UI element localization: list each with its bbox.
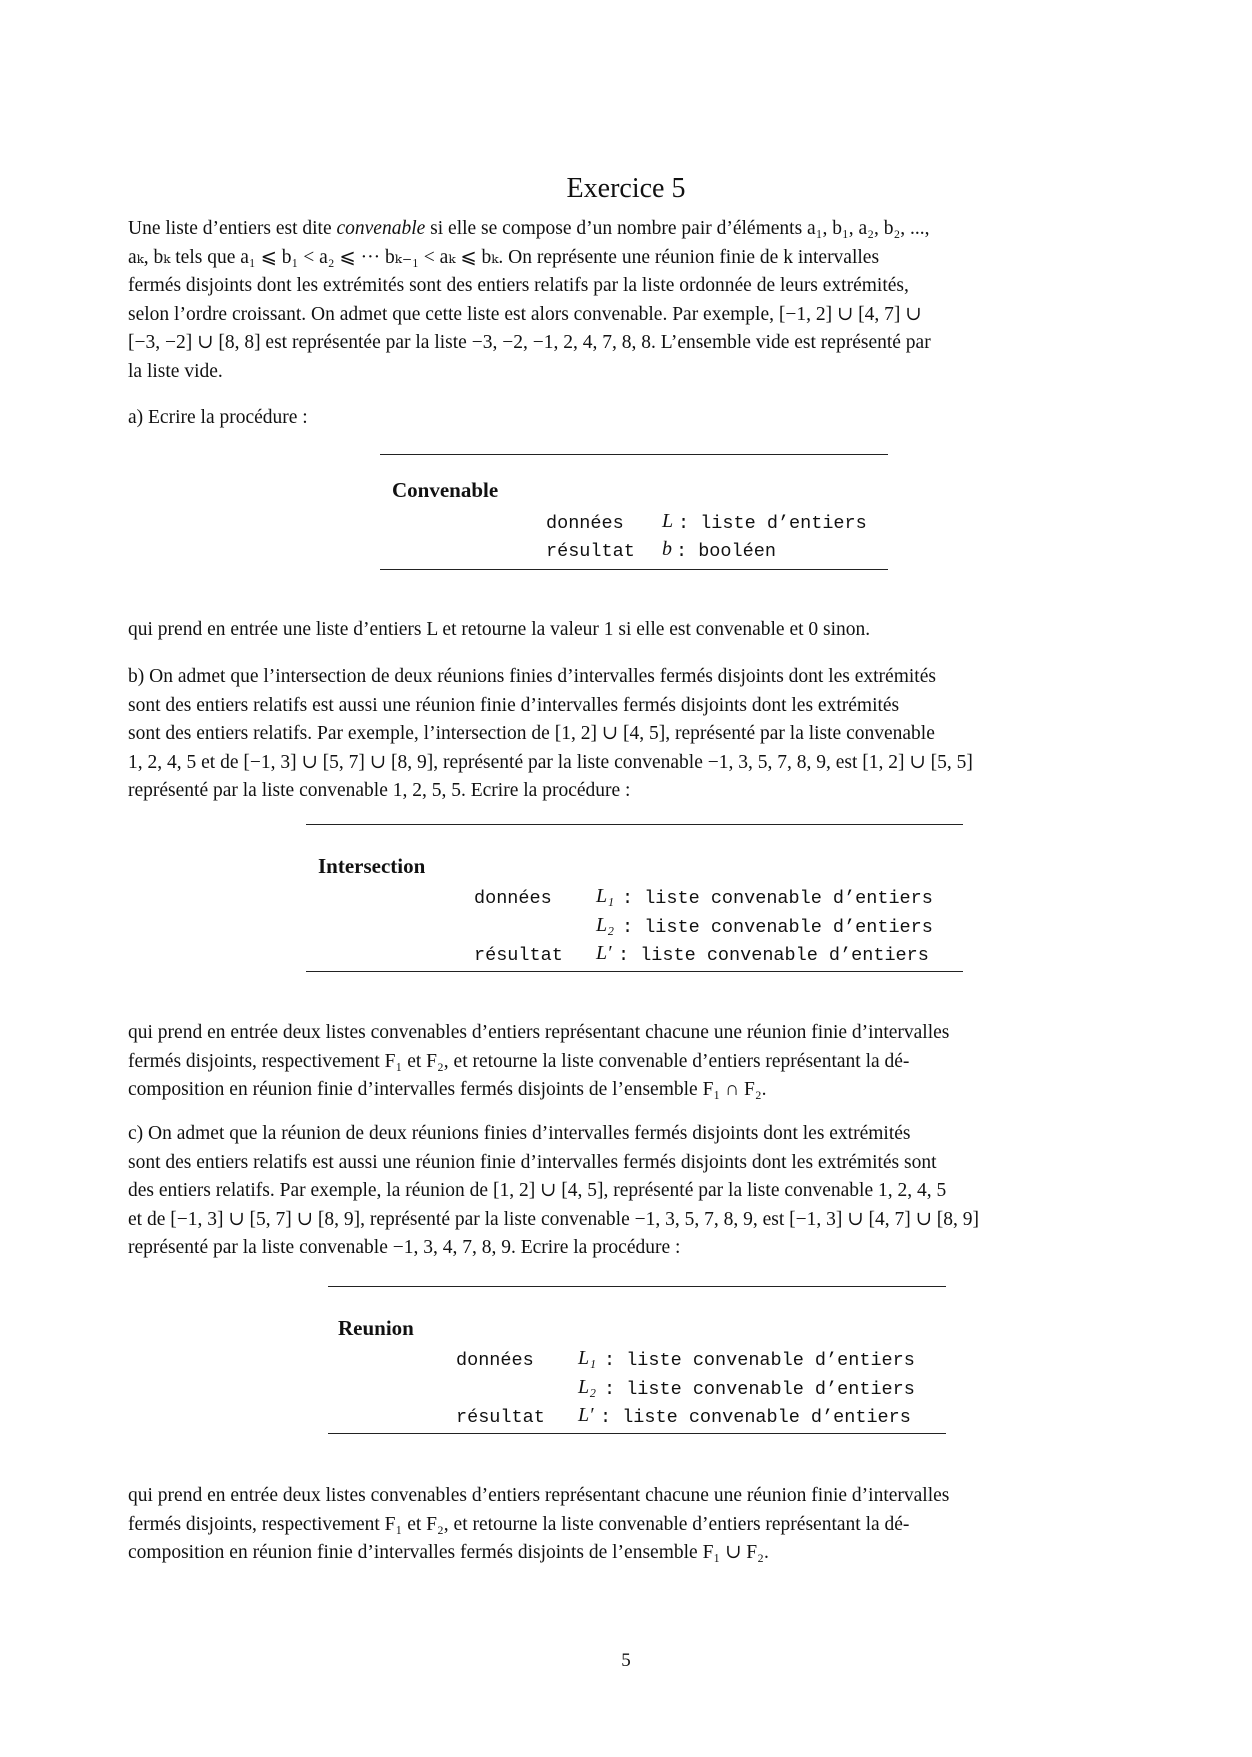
output-type: : liste convenable d’entiers bbox=[618, 945, 929, 966]
part-b-line: b) On admet que l’intersection de deux réunions finies d’intervalles fermés disjoints dont les extrémités bbox=[128, 666, 936, 687]
resultat-label: résultat bbox=[456, 1407, 545, 1428]
intro-line: selon l’ordre croissant. On admet que cette liste est alors convenable. Par exemple, [−1, 2] ∪ [4, 7] ∪ bbox=[128, 303, 922, 325]
output-var: L′ bbox=[578, 1404, 594, 1426]
part-b-after-line: fermés disjoints, respectivement F₁ et F₂, et retourne la liste convenable d’entiers représentant la dé- bbox=[128, 1050, 910, 1072]
part-b-after-line: composition en réunion finie d’intervalles fermés disjoints de l’ensemble F₁ ∩ F₂. bbox=[128, 1079, 767, 1101]
intro-line: [−3, −2] ∪ [8, 8] est représentée par la liste −3, −2, −1, 2, 4, 7, 8, 8. L’ensemble vide est représenté par bbox=[128, 332, 931, 354]
part-c-paragraph bbox=[128, 1120, 1128, 1263]
part-b-line: représenté par la liste convenable 1, 2, 5, 5. Ecrire la procédure : bbox=[128, 780, 631, 802]
input2-type: : liste convenable d’entiers bbox=[622, 917, 933, 938]
part-c-line: représenté par la liste convenable −1, 3, 4, 7, 8, 9. Ecrire la procédure : bbox=[128, 1237, 681, 1259]
output-type: : liste convenable d’entiers bbox=[600, 1407, 911, 1428]
input2-var: L₂ bbox=[596, 914, 615, 936]
output-type: : booléen bbox=[676, 541, 776, 562]
part-c-after-line: qui prend en entrée deux listes convenables d’entiers représentant chacune une réunion finie d’intervalles bbox=[128, 1485, 950, 1506]
resultat-label: résultat bbox=[474, 945, 563, 966]
part-c-description bbox=[128, 1482, 1128, 1568]
input1-type: : liste convenable d’entiers bbox=[622, 888, 933, 909]
top-rule bbox=[306, 824, 963, 825]
part-c-line: des entiers relatifs. Par exemple, la réunion de [1, 2] ∪ [4, 5], représenté par la liste convenable 1, 2, 4, 5 bbox=[128, 1180, 947, 1202]
intro-text: Une liste d’entiers est dite bbox=[128, 218, 337, 239]
procedure-convenable bbox=[380, 450, 890, 575]
procedure-name: Reunion bbox=[338, 1316, 414, 1340]
input2-type: : liste convenable d’entiers bbox=[604, 1379, 915, 1400]
intro-line: aₖ, bₖ tels que a₁ ⩽ b₁ < a₂ ⩽ ··· bₖ₋₁ < aₖ ⩽ bₖ. On représente une réunion finie de k intervalles bbox=[128, 246, 880, 268]
input1-var: L₁ bbox=[578, 1347, 597, 1369]
part-c-after-line: fermés disjoints, respectivement F₁ et F₂, et retourne la liste convenable d’entiers représentant la dé- bbox=[128, 1513, 910, 1535]
bottom-rule bbox=[306, 971, 963, 972]
top-rule bbox=[380, 454, 888, 455]
procedure-name: Convenable bbox=[392, 478, 499, 502]
part-c-line: c) On admet que la réunion de deux réunions finies d’intervalles fermés disjoints dont les extrémités bbox=[128, 1123, 911, 1144]
procedure-reunion bbox=[328, 1282, 948, 1442]
procedure-intersection bbox=[306, 820, 966, 980]
bottom-rule bbox=[380, 569, 888, 570]
resultat-label: résultat bbox=[546, 541, 635, 562]
part-b-line: sont des entiers relatifs. Par exemple, l’intersection de [1, 2] ∪ [4, 5], représenté par la liste convenable bbox=[128, 723, 935, 745]
part-c-after-line: composition en réunion finie d’intervalles fermés disjoints de l’ensemble F₁ ∪ F₂. bbox=[128, 1542, 769, 1564]
intro-line: la liste vide. bbox=[128, 360, 223, 382]
part-b-line: 1, 2, 4, 5 et de [−1, 3] ∪ [5, 7] ∪ [8, 9], représenté par la liste convenable −1, 3, 5, 7, 8, 9, est [1, 2] ∪ [5, 5] bbox=[128, 751, 973, 773]
bottom-rule bbox=[328, 1433, 946, 1434]
page-number: 5 bbox=[621, 1650, 631, 1671]
input-type: : liste d’entiers bbox=[678, 513, 867, 534]
page-title: Exercice 5 bbox=[566, 172, 686, 204]
top-rule bbox=[328, 1286, 946, 1287]
intro-line bbox=[128, 215, 1128, 244]
part-c-line: sont des entiers relatifs est aussi une réunion finie d’intervalles fermés disjoints dont les extrémités sont bbox=[128, 1151, 937, 1173]
donnees-label: données bbox=[456, 1350, 534, 1371]
procedure-name: Intersection bbox=[318, 854, 426, 878]
input2-var: L₂ bbox=[578, 1376, 597, 1398]
emphasis-convenable: convenable bbox=[336, 218, 426, 239]
part-a-prompt: a) Ecrire la procédure : bbox=[128, 407, 308, 428]
donnees-label: données bbox=[546, 513, 624, 534]
input-var: L bbox=[662, 510, 674, 532]
part-b-line: sont des entiers relatifs est aussi une réunion finie d’intervalles fermés disjoints dont les extrémités bbox=[128, 694, 900, 716]
part-b-paragraph bbox=[128, 663, 1128, 806]
part-a-description: qui prend en entrée une liste d’entiers L et retourne la valeur 1 si elle est convenable et 0 sinon. bbox=[128, 619, 871, 640]
input1-type: : liste convenable d’entiers bbox=[604, 1350, 915, 1371]
intro-text: si elle se compose d’un nombre pair d’éléments a₁, b₁, a₂, b₂, ..., bbox=[425, 218, 930, 239]
part-b-description bbox=[128, 1019, 1128, 1105]
output-var: b bbox=[662, 538, 672, 560]
input1-var: L₁ bbox=[596, 885, 615, 907]
intro-line: fermés disjoints dont les extrémités sont des entiers relatifs par la liste ordonnée de leurs extrémités, bbox=[128, 275, 909, 297]
intro-paragraph bbox=[128, 215, 1128, 387]
output-var: L′ bbox=[596, 942, 612, 964]
part-c-line: et de [−1, 3] ∪ [5, 7] ∪ [8, 9], représenté par la liste convenable −1, 3, 5, 7, 8, 9, est [−1, 3] ∪ [4, 7] ∪ [8, 9] bbox=[128, 1208, 980, 1230]
part-b-after-line: qui prend en entrée deux listes convenables d’entiers représentant chacune une réunion finie d’intervalles bbox=[128, 1022, 950, 1043]
donnees-label: données bbox=[474, 888, 552, 909]
